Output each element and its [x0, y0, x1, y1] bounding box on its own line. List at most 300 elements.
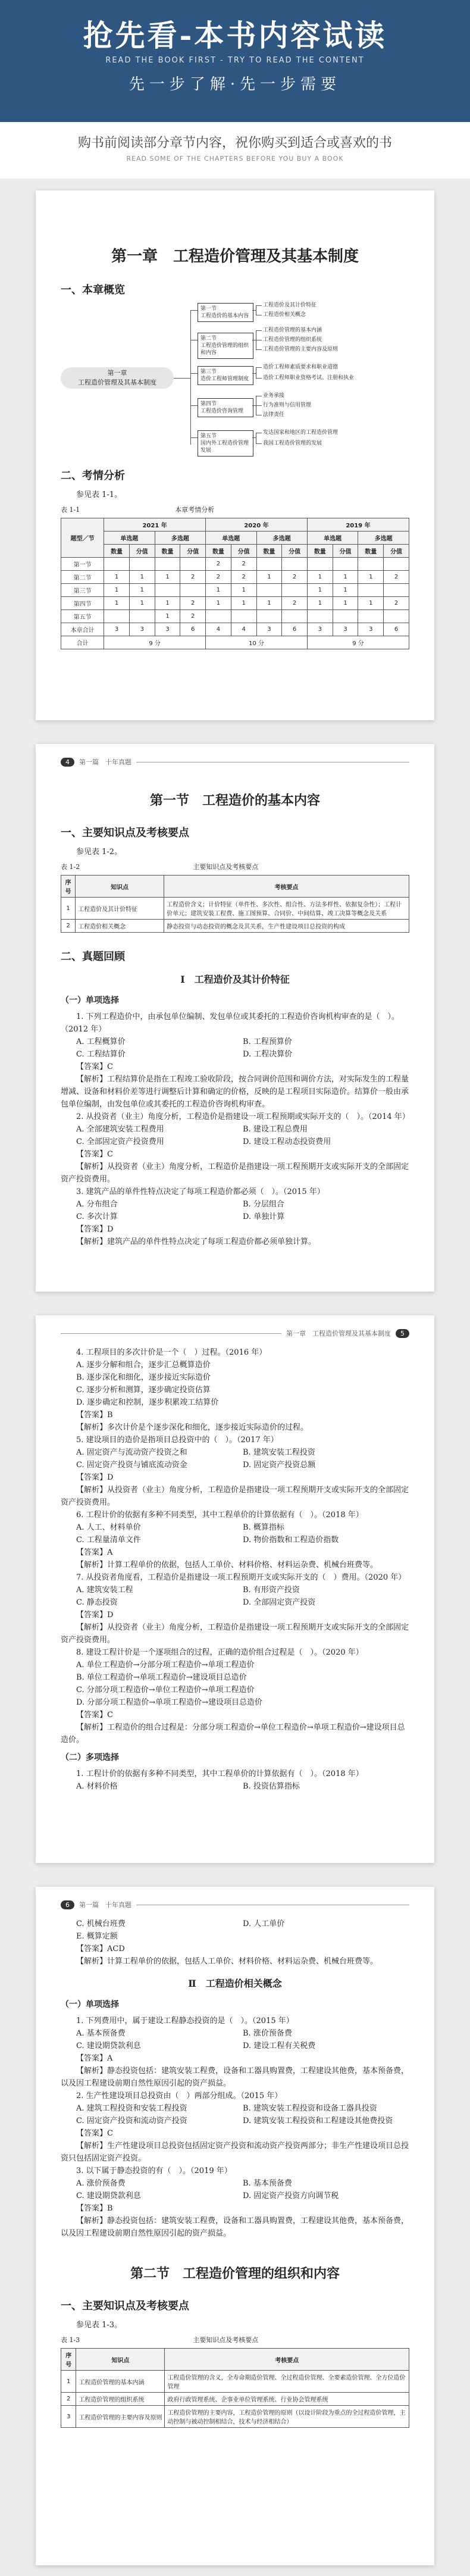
table-cell: 1: [231, 597, 256, 610]
question-stem: 7. 从投资者角度看，工程造价是指建设一项工程预期开支或实际开支的（ ）费用。（2020 年）: [76, 1573, 406, 1582]
table-row: [61, 623, 409, 636]
sub-header-cell: 数量: [155, 545, 180, 558]
table-cell: 2: [282, 597, 308, 610]
option: D. 全部固定资产投资: [243, 1598, 316, 1607]
option: A. 分布组合: [76, 1200, 118, 1209]
heading-knowledge: 一、主要知识点及考核要点: [61, 827, 189, 839]
table-cell: 2: [180, 610, 206, 623]
table-cell: 1: [333, 597, 358, 610]
table-cell: 6: [384, 623, 409, 636]
sub-title: Ⅰ 工程造价及其计价特征: [180, 974, 290, 985]
heading-overview: 一、本章概览: [61, 284, 125, 296]
table-header: 知识点: [76, 2349, 165, 2371]
table-cell: 1: [256, 571, 282, 584]
table-cell: 1: [155, 571, 180, 584]
table-caption: 本章考情分析: [175, 506, 215, 514]
see-table-note: 参见表 1-2。: [76, 848, 123, 856]
option: A. 涨价预备费: [76, 2179, 126, 2188]
table-cell: 政府行政管理系统、企事业单位管理系统、行业协会管理系统: [165, 2393, 409, 2406]
table-cell: 2: [180, 571, 206, 584]
table-cell: [104, 558, 130, 571]
mindmap-leaf: 工程造价及其计价特征: [263, 302, 317, 308]
table-cell: 2: [231, 558, 256, 571]
question-type: （一）单项选择: [61, 2000, 119, 2009]
table-cell: 1: [104, 597, 130, 610]
option: B. 涨价预备费: [243, 2029, 292, 2038]
answer: 【答案】D: [76, 1473, 114, 1482]
table-corner: 题型／节: [61, 518, 104, 558]
option: A. 单位工程造价→分部分项工程造价→单项工程造价: [76, 1661, 255, 1670]
table-cell: [358, 610, 384, 623]
table-cell: [307, 610, 333, 623]
table-caption: 主要知识点及考核要点: [193, 863, 259, 871]
option: A. 建筑工程投资和安装工程投资: [76, 2104, 187, 2113]
table-cell: 3: [129, 623, 155, 636]
year-header: 2020 年: [206, 518, 308, 532]
table-label: 表 1-2: [61, 863, 80, 871]
table-cell: 工程造价及其计价特征: [76, 898, 164, 920]
table-cell: [307, 558, 333, 571]
sub-title: Ⅱ 工程造价相关概念: [188, 1978, 282, 1989]
table-caption: 主要知识点及考核要点: [193, 2336, 259, 2344]
mindmap-root: 第一章 工程造价管理及其基本制度: [61, 367, 174, 389]
table-cell: 4: [206, 623, 231, 636]
table-cell: 3: [104, 623, 130, 636]
table-cell: 4: [231, 623, 256, 636]
table-row: [61, 571, 409, 584]
analysis: 【解析】计算工程单价的依据，包括人工单价、材料价格、材料运杂费、机械台班费等。: [76, 1957, 378, 1966]
table-cell: 工程造价管理的主要内容，工程造价管理的原则（以设计阶段为重点的全过程造价管理，主动控制与被动控制相结合，技术与经济相结合）: [165, 2406, 409, 2428]
table-cell: [129, 610, 155, 623]
question-stem: 6. 工程计价的依据有多种不同类型，其中工程单价的计算依据有（ ）。（2018 年）: [76, 1511, 364, 1520]
table-cell: 6: [180, 623, 206, 636]
table-cell: 1: [129, 584, 155, 597]
table-cell: 2: [61, 920, 76, 933]
question-stem: 8. 建设工程计价是一个逐项组合的过程，正确的造价组合过程是（ ）。（2020 年）: [76, 1648, 364, 1657]
analysis-body: [61, 558, 409, 649]
option: A. 工程概算价: [76, 1037, 126, 1046]
book-page-4: [36, 1887, 434, 2565]
option: A. 逐步分解和组合，逐步汇总概算造价: [76, 1361, 211, 1370]
answer: 【答案】C: [76, 1062, 113, 1071]
sub-header-cell: 数量: [104, 545, 130, 558]
qtype-header: 单选题: [307, 532, 358, 545]
table-cell: 2: [206, 558, 231, 571]
table-cell: 1: [61, 2371, 76, 2393]
mindmap-leaf: 发达国家和地区的工程造价管理: [263, 430, 339, 436]
sub-header-cell: 数量: [256, 545, 282, 558]
answer: 【答案】A: [76, 1548, 113, 1557]
option: C. 分部分项工程造价→单位工程造价→单项工程造价: [76, 1686, 255, 1695]
page-number: 5: [396, 1329, 409, 1338]
question-options: [76, 2102, 409, 2127]
option: D. 逐步确定和控制，逐步积累竣工结算价: [76, 1398, 219, 1407]
intro-text: 购书前阅读部分章节内容，祝你购买到适合或喜欢的书: [77, 136, 392, 151]
table-cell: [256, 610, 282, 623]
option: D. 固定资产投资总额: [243, 1461, 316, 1470]
mindmap-leaf: 工程造价管理的基本内涵: [263, 327, 322, 333]
question-options: [76, 1584, 409, 1609]
question-options: [76, 1198, 409, 1223]
option: E. 概算定额: [76, 1932, 118, 1941]
option: C. 多次计算: [76, 1212, 118, 1221]
analysis: 【解析】计算工程单价的依据，包括人工单价、材料价格、材料运杂费、机械台班费等。: [76, 1561, 378, 1570]
page-number: 4: [61, 758, 74, 767]
table-cell: 2: [180, 597, 206, 610]
sub-header-cell: 数量: [307, 545, 333, 558]
question-stem: 2. 从投资者（业主）角度分析，工程造价是指建设一项工程预期或实际开支的（ ）。（2014 年）: [76, 1112, 410, 1121]
mindmap-leaf: 造价工程师素质要求和职业道德: [263, 364, 339, 370]
table-row: [61, 636, 409, 649]
qtype-header: 单选题: [206, 532, 256, 545]
table-cell: 1: [358, 571, 384, 584]
table-cell: 1: [333, 584, 358, 597]
option: A. 建筑安装工程: [76, 1586, 133, 1595]
question-stem: 1. 工程计价的依据有多种不同类型，其中工程单价的计算依据有（ ）。（2018 年）: [76, 1770, 364, 1778]
table-header: 考核要点: [164, 876, 409, 898]
analysis: 【解析】从投资者（业主）角度分析，工程造价是指建设一项工程预期开支或实际开支的全部固定资产投资费用。: [61, 1623, 409, 1645]
option: B. 概算指标: [243, 1523, 284, 1532]
row-name: 第一节: [61, 558, 104, 571]
table-cell: [358, 558, 384, 571]
table-cell: 1: [129, 597, 155, 610]
question-stem: 1. 下列费用中，属于建设工程静态投资的是（ ）。（2015 年）: [76, 2017, 294, 2025]
sub-header-cell: 数量: [358, 545, 384, 558]
option: B. 基本预备费: [243, 2179, 292, 2188]
question-options: [76, 1918, 409, 1943]
table-cell: 1: [61, 898, 76, 920]
option: B. 建筑安装工程投资和设备工器具投资: [243, 2104, 377, 2113]
question-options: [76, 1123, 409, 1148]
option: C. 逐步分析和测算，逐步确定投资估算: [76, 1386, 211, 1395]
table-cell: 2: [206, 571, 231, 584]
table-cell: [256, 584, 282, 597]
option: B. 分层组合: [243, 1200, 284, 1209]
table-caption-row: [61, 505, 409, 514]
table-cell: 9 分: [104, 636, 206, 649]
table-cell: 1: [307, 571, 333, 584]
table-cell: 1: [155, 597, 180, 610]
question-type: （一）单项选择: [61, 996, 119, 1005]
sub-header-cell: 分值: [282, 545, 308, 558]
see-table-note: 参见表 1-3。: [76, 2321, 123, 2330]
option: D. 单独计算: [243, 1212, 285, 1221]
option: C. 固定资产投资与铺底流动资金: [76, 1461, 187, 1470]
option: C. 工程结算价: [76, 1050, 126, 1059]
table-cell: 1: [307, 597, 333, 610]
table-cell: 1: [333, 571, 358, 584]
option: D. 分部分项工程造价→单项工程造价→建设项目总造价: [76, 1698, 263, 1707]
option: C. 静态投资: [76, 1598, 118, 1607]
section-title: 第一节 工程造价的基本内容: [149, 793, 320, 808]
table-cell: 1: [129, 571, 155, 584]
row-name: 本章合计: [61, 623, 104, 636]
sub-header-cell: 分值: [231, 545, 256, 558]
mindmap-leaf: 我国工程造价管理的发展: [263, 440, 322, 446]
page-number: 6: [61, 1900, 74, 1909]
heading-analysis: 二、考情分析: [61, 470, 125, 482]
mindmap-leaf: 法律责任: [263, 412, 285, 418]
answer: 【答案】ACD: [76, 1944, 125, 1953]
option: D. 建设工程动态投资费用: [243, 1137, 331, 1146]
option: D. 工程决算价: [243, 1050, 293, 1059]
banner-subtitle: READ THE BOOK FIRST - TRY TO READ THE CONTENT: [105, 56, 365, 65]
table-cell: 2: [384, 597, 409, 610]
answer: 【答案】C: [76, 1150, 113, 1159]
question-stem: 5. 建设项目的造价是指项目总投资中的（ ）。（2017 年）: [76, 1436, 278, 1445]
answer: 【答案】C: [76, 2129, 113, 2138]
option: C. 全部固定资产投资费用: [76, 1137, 164, 1146]
mindmap-leaf: 业务承接: [263, 393, 285, 399]
option: A. 固定资产与流动资产投资之和: [76, 1448, 187, 1457]
answer: 【答案】B: [76, 2204, 113, 2213]
question-stem: 2. 生产性建设项目总投资由（ ）两部分组成。（2015 年）: [76, 2092, 283, 2100]
knowledge-table: [61, 2348, 409, 2428]
analysis: 【解析】生产性建设项目总投资包括固定资产投资和流动资产投资两部分；非生产性建设项目总投资只包括固定资产投资。: [61, 2142, 409, 2163]
table-cell: [333, 610, 358, 623]
year-header: 2021 年: [104, 518, 206, 532]
chapter-title: 第一章 工程造价管理及其基本制度: [111, 248, 359, 265]
option: A. 全部建筑安装工程费用: [76, 1125, 164, 1134]
qtype-header: 多选题: [155, 532, 205, 545]
table-cell: [231, 610, 256, 623]
table-label: 表 1-1: [61, 506, 80, 514]
table-cell: 9 分: [307, 636, 409, 649]
question-options: [76, 1521, 409, 1546]
table-cell: [180, 584, 206, 597]
table-cell: [384, 558, 409, 571]
analysis: 【解析】静态投资包括：建筑安装工程费，设备和工器具购置费，工程建设其他费，基本预备费，以及因工程建设前期自然性原因引起的资产损益。: [61, 2217, 409, 2238]
heading-past-exams: 二、真题回顾: [61, 951, 125, 963]
banner-slogan: 先一步了解·先一步需要: [129, 76, 341, 93]
option: C. 建设期贷款利息: [76, 2192, 141, 2200]
table-cell: [282, 610, 308, 623]
table-cell: 2: [384, 571, 409, 584]
mindmap-leaf: 工程造价管理的主要内容及原则: [263, 346, 339, 352]
table-cell: [282, 584, 308, 597]
option: D. 物价指数和工程造价指数: [243, 1536, 339, 1545]
banner-title: 抢先看-本书内容试读: [83, 18, 387, 53]
table-header: 考核要点: [165, 2349, 409, 2371]
table-cell: 工程造价管理的组织系统: [76, 2393, 165, 2406]
mindmap-branch-2: 第二节 工程造价管理的组织和内容: [198, 333, 253, 359]
question-stem: 3. 以下属于静态投资的有（ ）。（2019 年）: [76, 2167, 232, 2175]
table-cell: [180, 558, 206, 571]
exam-analysis-table: [61, 518, 409, 649]
answer: 【答案】D: [76, 1611, 114, 1620]
analysis: 【解析】工程结算价是指在工程竣工验收阶段，按合同调价范围和调价方法，对实际发生的工程量增减、设备和材料价差等进行调整后计算和确定的价格，反映的是工程项目实际造价。结算价一般由承包单位编制，由发包单位或其委托的工程造价咨询机构审查。: [61, 1075, 409, 1109]
option: D. 固定资产投资方向调节税: [243, 2192, 339, 2200]
option: B. 有形资产投资: [243, 1586, 300, 1595]
intro: [0, 122, 470, 179]
table-cell: 3: [155, 623, 180, 636]
table-row: [61, 920, 409, 933]
mindmap-branch-4: 第四节 工程造价咨询管理: [198, 398, 253, 417]
answer: 【答案】A: [76, 2054, 113, 2063]
table-row: [61, 2406, 409, 2428]
row-name: 第二节: [61, 571, 104, 584]
table-cell: 3: [61, 2406, 76, 2428]
analysis: 【解析】工程造价的组合过程是：分部分项工程造价→单位工程造价→单项工程造价→建设项目总造价。: [61, 1723, 405, 1745]
table-caption-row: [61, 2335, 409, 2344]
question-options: [76, 1780, 409, 1793]
table-row: [61, 610, 409, 623]
table-cell: 2: [61, 2393, 76, 2406]
table-cell: 工程造价相关概念: [76, 920, 164, 933]
table-cell: [333, 558, 358, 571]
table-cell: 3: [307, 623, 333, 636]
table-cell: [206, 610, 231, 623]
book-page-2: [36, 744, 434, 1292]
table-cell: 工程造价管理的含义，全寿命期造价管理、全过程造价管理、全要素造价管理、全方位造价管理: [165, 2371, 409, 2393]
table-cell: 6: [282, 623, 308, 636]
table-cell: 2: [282, 571, 308, 584]
mindmap-leaf: 工程造价管理的组织系统: [263, 337, 322, 343]
table-row: [61, 584, 409, 597]
option: C. 工程量清单文件: [76, 1536, 141, 1545]
table-cell: 静态投资与动态投资的概念及其关系，生产性建设项目总投资的构成: [164, 920, 409, 933]
option: D. 建设工程有关税费: [243, 2042, 316, 2050]
table-row: [61, 558, 409, 571]
table-cell: 1: [206, 584, 231, 597]
table-cell: 1: [307, 584, 333, 597]
qtype-header: 单选题: [104, 532, 155, 545]
table-cell: 1: [104, 584, 130, 597]
option: C. 机械台班费: [76, 1920, 126, 1928]
table-cell: 3: [333, 623, 358, 636]
sub-header-cell: 分值: [333, 545, 358, 558]
option: B. 逐步深化和细化，逐步接近实际造价: [76, 1373, 211, 1382]
option: A. 人工、材料单价: [76, 1523, 141, 1532]
table-row: [61, 2393, 409, 2406]
year-header: 2019 年: [307, 518, 409, 532]
row-name: 第三节: [61, 584, 104, 597]
table-cell: 1: [256, 597, 282, 610]
question-options: [76, 1036, 409, 1061]
answer: 【答案】C: [76, 1711, 113, 1720]
table-cell: 3: [256, 623, 282, 636]
sub-header-cell: 分值: [180, 545, 206, 558]
chapter-mindmap: [61, 303, 409, 452]
analysis: 【解析】静态投资包括：建筑安装工程费，设备和工器具购置费，工程建设其他费，基本预备费，以及因工程建设前期自然性原因引起的资产损益。: [61, 2067, 409, 2088]
page-header: [36, 1887, 434, 1909]
table-cell: [155, 558, 180, 571]
answer: 【答案】D: [76, 1225, 114, 1234]
sub-header-cell: 数量: [206, 545, 231, 558]
row-name: 合计: [61, 636, 104, 649]
answer: 【答案】B: [76, 1411, 113, 1420]
table-cell: [282, 558, 308, 571]
intro-text-en: READ SOME OF THE CHAPTERS BEFORE YOU BUY A BOOK: [126, 155, 344, 162]
option: C. 建设期贷款利息: [76, 2042, 141, 2050]
question-stem: 1. 下列工程造价中，由承包单位编制、发包单位或其委托的工程造价咨询机构审查的是（ ）。（2012 年）: [61, 1012, 400, 1034]
qtype-header: 多选题: [256, 532, 307, 545]
page-header: [36, 744, 434, 767]
table-header: 序号: [61, 876, 76, 898]
option: A. 基本预备费: [76, 2029, 126, 2038]
qtype-header: 多选题: [358, 532, 409, 545]
knowledge-table: [61, 875, 409, 933]
table-cell: 1: [104, 571, 130, 584]
table-label: 表 1-3: [61, 2336, 80, 2344]
table-row: [61, 898, 409, 920]
table-cell: 1: [155, 610, 180, 623]
option: B. 建设工程总费用: [243, 1125, 308, 1134]
table-cell: 2: [231, 571, 256, 584]
mindmap-branch-3: 第三节 造价工程师管理制度: [198, 366, 253, 385]
table-cell: [256, 558, 282, 571]
table-cell: 1: [231, 584, 256, 597]
table-cell: 工程造价含义；计价特征（单件性、多次性、组合性、方法多样性、依据复杂性）；工程计价单元；建筑安装工程费、施工图预算、合同价、中间结算、竣工决算等概念及关系: [164, 898, 409, 920]
table-cell: 工程造价管理的主要内容及原则: [76, 2406, 165, 2428]
option: B. 单位工程造价→单项工程造价→建设项目总造价: [76, 1673, 247, 1682]
row-name: 第五节: [61, 610, 104, 623]
table-cell: 3: [358, 623, 384, 636]
question-type: （二）多项选择: [61, 1753, 119, 1762]
table-cell: [384, 610, 409, 623]
table-row: [61, 597, 409, 610]
question-stem: 3. 建筑产品的单件性特点决定了每项工程造价都必须（ ）。（2015 年）: [76, 1187, 325, 1196]
table-cell: [155, 584, 180, 597]
table-cell: 工程造价管理的基本内涵: [76, 2371, 165, 2393]
table-header: 序号: [61, 2349, 76, 2371]
heading-knowledge: 一、主要知识点及考核要点: [61, 2300, 189, 2312]
banner: [0, 0, 470, 122]
table-cell: 10 分: [206, 636, 308, 649]
table-row: [61, 2371, 409, 2393]
sub-header-cell: 分值: [384, 545, 409, 558]
mindmap-leaf: 行为准则与信用管理: [263, 402, 312, 408]
option: A. 材料价格: [76, 1782, 118, 1791]
option: B. 工程预算价: [243, 1037, 292, 1046]
see-table-note: 参见表 1-1。: [76, 490, 123, 499]
mindmap-leaf: 造价工程师职业资格考试、注册和执业: [263, 375, 355, 381]
analysis: 【解析】建筑产品的单件性特点决定了每项工程造价都必须单独计算。: [76, 1237, 317, 1246]
book-page-1: [36, 190, 434, 720]
page-header-text: 第一章 工程造价管理及其基本制度: [286, 1330, 391, 1337]
question-options: [76, 2027, 409, 2052]
analysis: 【解析】从投资者（业主）角度分析，工程造价是指建设一项工程预期开支或实际开支的全部固定资产投资费用。: [61, 1162, 409, 1184]
sub-header-row: [61, 545, 409, 558]
option: D. 建筑安装工程投资和工程建设其他费投资: [243, 2117, 393, 2125]
option: B. 投资估算指标: [243, 1782, 300, 1791]
table-cell: 1: [206, 597, 231, 610]
option: D. 人工单价: [243, 1920, 285, 1928]
book-page-3: [36, 1315, 434, 1863]
table-cell: [129, 558, 155, 571]
section-title: 第二节 工程造价管理的组织和内容: [130, 2266, 340, 2281]
page-header-text: 第一篇 十年真题: [79, 758, 131, 766]
table-header: 知识点: [76, 876, 164, 898]
table-cell: [384, 584, 409, 597]
analysis: 【解析】多次计价是个逐步深化和细化，逐步接近实际造价的过程。: [76, 1423, 309, 1432]
mindmap-leaf: 工程造价相关概念: [263, 312, 306, 318]
analysis: 【解析】从投资者（业主）角度分析，工程造价是指建设一项工程预期开支或实际开支的全部固定资产投资费用。: [61, 1486, 409, 1507]
option: B. 建筑安装工程投资: [243, 1448, 315, 1457]
table-cell: [358, 584, 384, 597]
table-cell: [104, 610, 130, 623]
table-caption-row: [61, 862, 409, 871]
question-stem: 4. 工程项目的多次计价是一个（ ）过程。（2016 年）: [76, 1348, 267, 1357]
row-name: 第四节: [61, 597, 104, 610]
mindmap-branch-5: 第五节 国内外工程造价管理发展: [198, 430, 253, 457]
question-options: [76, 1446, 409, 1471]
table-cell: 1: [358, 597, 384, 610]
page-header: [36, 1315, 434, 1338]
page-header-text: 第一篇 十年真题: [79, 1901, 131, 1909]
mindmap-branch-1: 第一节 工程造价的基本内容: [198, 303, 253, 322]
sub-header-cell: 分值: [129, 545, 155, 558]
